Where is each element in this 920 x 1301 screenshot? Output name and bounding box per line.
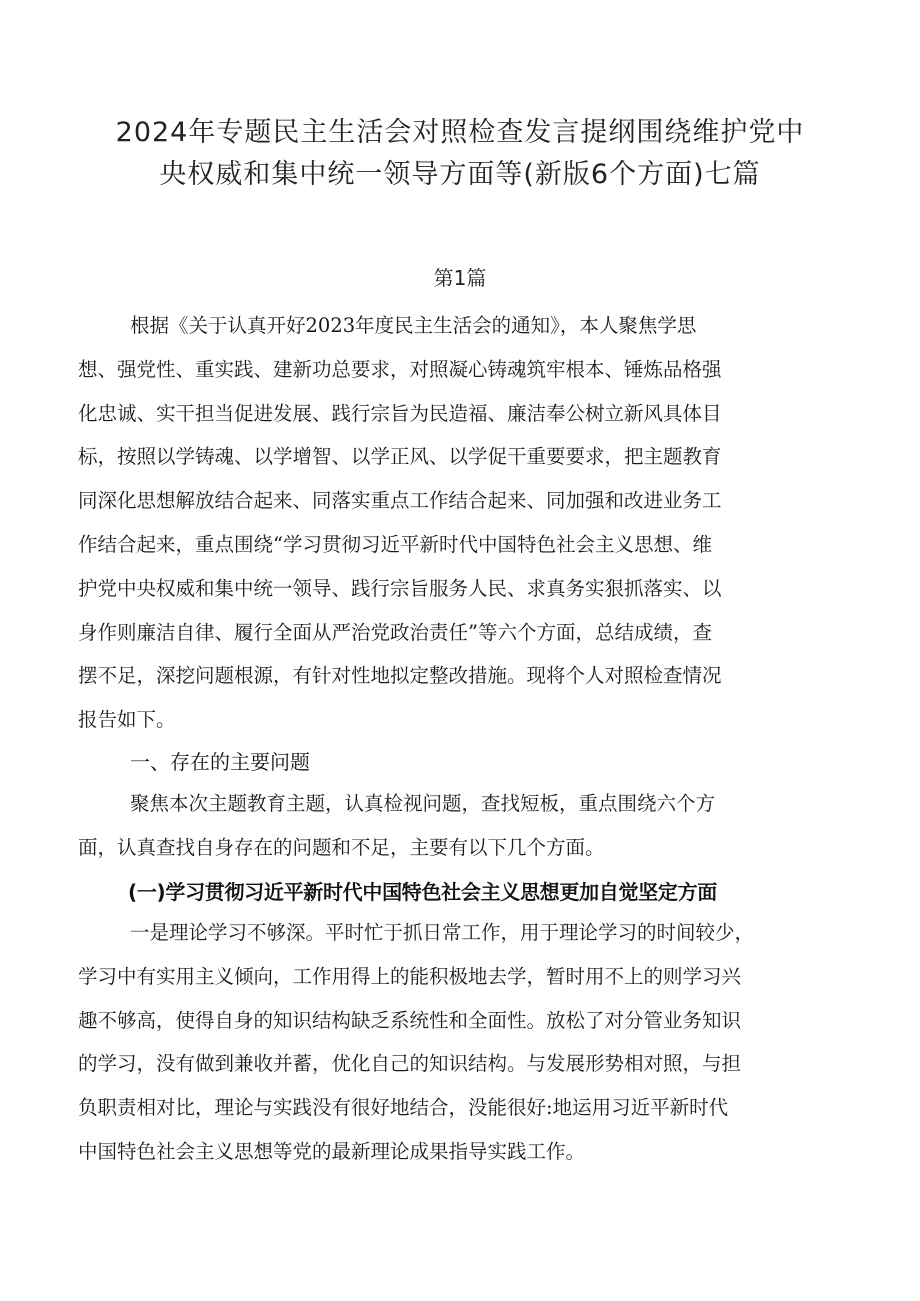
intro-line: 化忠诚、实干担当促进发展、践行宗旨为民造福、廉洁奉公树立新风具体目 [78, 401, 722, 425]
part-heading: 第1篇 [433, 266, 487, 290]
intro-line: 同深化思想解放结合起来、同落实重点工作结合起来、同加强和改进业务工 [78, 489, 722, 513]
intro-line: 作结合起来，重点围绕“学习贯彻习近平新时代中国特色社会主义思想、维 [78, 532, 712, 556]
title-line-1: 2024年专题民主生活会对照检查发言提纲围绕维护党中 [115, 117, 805, 148]
intro-line: 摆不足，深挖问题根源，有针对性地拟定整改措施。现将个人对照检查情况 [78, 664, 722, 688]
subsection-line: 负职责相对比，理论与实践没有很好地结合，没能很好:地运用习近平新时代 [78, 1096, 729, 1120]
section-line: 聚焦本次主题教育主题，认真检视问题，查找短板，重点围绕六个方 [130, 792, 716, 815]
subsection-paragraph [78, 911, 848, 1174]
subsection-heading: (一)学习贯彻习近平新时代中国特色社会主义思想更加自觉坚定方面 [128, 880, 717, 904]
intro-line: 报告如下。 [78, 708, 176, 732]
subsection-line: 学习中有实用主义倾向，工作用得上的能积极地去学，暂时用不上的则学习兴 [78, 964, 742, 988]
subsection-line: 的学习，没有做到兼收并蓄，优化自己的知识结构。与发展形势相对照，与担 [78, 1052, 742, 1076]
document-title [70, 112, 850, 196]
section-paragraph [78, 782, 848, 870]
intro-paragraph [78, 304, 848, 742]
subsection-line: 趣不够高，使得自身的知识结构缺乏系统性和全面性。放松了对分管业务知识 [78, 1008, 742, 1032]
intro-line: 想、强党性、重实践、建新功总要求，对照凝心铸魂筑牢根本、锤炼品格强 [78, 357, 722, 381]
title-line-2: 央权威和集中统一领导方面等(新版6个方面)七篇 [159, 159, 761, 190]
section-heading: 一、存在的主要问题 [130, 750, 310, 774]
intro-line: 身作则廉洁自律、履行全面从严治党政治责任”等六个方面，总结成绩，查 [78, 620, 712, 644]
intro-line: 标，按照以学铸魂、以学增智、以学正风、以学促干重要要求，把主题教育 [78, 445, 722, 469]
subsection-line: 中国特色社会主义思想等党的最新理论成果指导实践工作。 [78, 1139, 586, 1163]
intro-line: 根据《关于认真开好2023年度民主生活会的通知》，本人聚焦学思 [130, 314, 697, 337]
intro-line: 护党中央权威和集中统一领导、践行宗旨服务人民、求真务实狠抓落实、以 [78, 576, 722, 600]
section-line: 面，认真查找自身存在的问题和不足，主要有以下几个方面。 [78, 835, 605, 859]
subsection-line: 一是理论学习不够深。平时忙于抓日常工作，用于理论学习的时间较少， [130, 921, 755, 944]
